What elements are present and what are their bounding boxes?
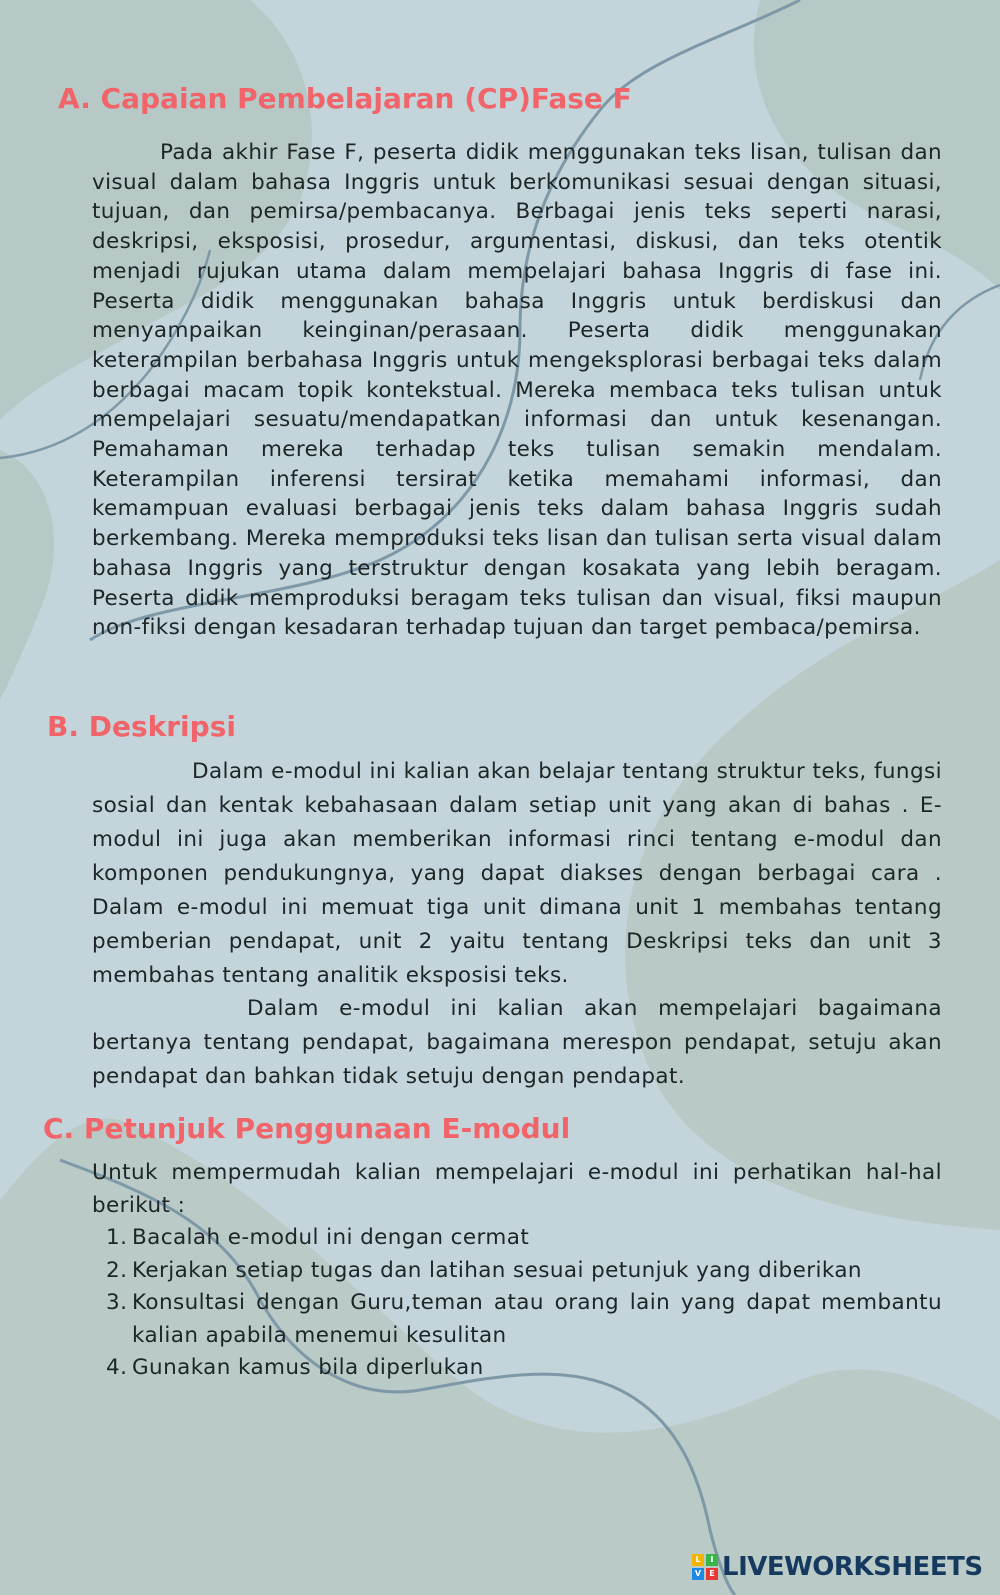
list-item xyxy=(92,1222,942,1255)
section-b-paragraph-2: Dalam e-modul ini kalian akan mempelajari bagaimana bertanya tentang pendapat, bagaimana merespon pendapat, setuju akan pendapat dan bahkan tidak setuju dengan pendapat. xyxy=(92,996,942,1089)
liveworksheets-logo-icon xyxy=(692,1554,718,1580)
logo-tile-i: I xyxy=(706,1554,718,1566)
liveworksheets-logo[interactable] xyxy=(692,1552,983,1582)
section-c-title: C. Petunjuk Penggunaan E-modul xyxy=(43,1112,571,1145)
liveworksheets-logo-text: LIVEWORKSHEETS xyxy=(722,1552,983,1582)
list-item xyxy=(92,1352,942,1385)
section-b-paragraph-1: Dalam e-modul ini kalian akan belajar tentang struktur teks, fungsi sosial dan kentak kebahasaan dalam setiap unit yang akan di bahas . E-modul ini juga akan memberikan informasi rinci tentang e-modul dan komponen pendukungnya, yang dapat diakses dengan berbagai cara . Dalam e-modul ini memuat tiga unit dimana unit 1 membahas tentang pemberian pendapat, unit 2 yaitu tentang Deskripsi teks dan unit 3 membahas tentang analitik eksposisi teks. xyxy=(92,759,942,988)
list-item-number: 1. xyxy=(106,1225,128,1250)
logo-tile-e: E xyxy=(706,1568,718,1580)
list-item-text: Kerjakan setiap tugas dan latihan sesuai petunjuk yang diberikan xyxy=(132,1257,862,1283)
section-a-paragraph: Pada akhir Fase F, peserta didik menggunakan teks lisan, tulisan dan visual dalam bahasa Inggris untuk berkomunikasi sesuai dengan situasi, tujuan, dan pemirsa/pembacanya. Berbagai jenis teks seperti narasi, deskripsi, eksposisi, prosedur, argumentasi, diskusi, dan teks otentik menjadi rujukan utama dalam mempelajari bahasa Inggris di fase ini. Peserta didik menggunakan bahasa Inggris untuk berdiskusi dan menyampaikan keinginan/perasaan. Peserta didik menggunakan keterampilan berbahasa Inggris untuk mengeksplorasi berbagai teks dalam berbagai macam topik kontekstual. Mereka membaca teks tulisan untuk mempelajari sesuatu/mendapatkan informasi dan untuk kesenangan. Pemahaman mereka terhadap teks tulisan semakin mendalam. Keterampilan inferensi tersirat ketika memahami informasi, dan kemampuan evaluasi berbagai jenis teks dalam bahasa Inggris sudah berkembang. Mereka memproduksi teks lisan dan tulisan serta visual dalam bahasa Inggris yang terstruktur dengan kosakata yang lebih beragam. Peserta didik memproduksi beragam teks tulisan dan visual, fiksi maupun non-fiksi dengan kesadaran terhadap tujuan dan target pembaca/pemirsa. xyxy=(92,140,942,641)
list-item-number: 3. xyxy=(106,1290,128,1315)
section-c-intro: Untuk mempermudah kalian mempelajari e-modul ini perhatikan hal-hal berikut : xyxy=(92,1160,942,1218)
list-item xyxy=(92,1255,942,1288)
list-item-text: Gunakan kamus bila diperlukan xyxy=(132,1355,484,1380)
instruction-list xyxy=(92,1222,942,1385)
list-item xyxy=(92,1287,942,1352)
logo-tile-v: V xyxy=(692,1568,704,1580)
list-item-text: Konsultasi dengan Guru,teman atau orang lain yang dapat membantu kalian apabila menemui kesulitan xyxy=(132,1290,942,1348)
logo-tile-l: L xyxy=(692,1554,704,1566)
section-b-title: B. Deskripsi xyxy=(47,710,236,743)
list-item-number: 4. xyxy=(106,1355,128,1380)
list-item-text: Bacalah e-modul ini dengan cermat xyxy=(132,1225,530,1250)
section-a-title: A. Capaian Pembelajaran (CP)Fase F xyxy=(58,82,632,115)
list-item-number: 2. xyxy=(106,1257,128,1283)
